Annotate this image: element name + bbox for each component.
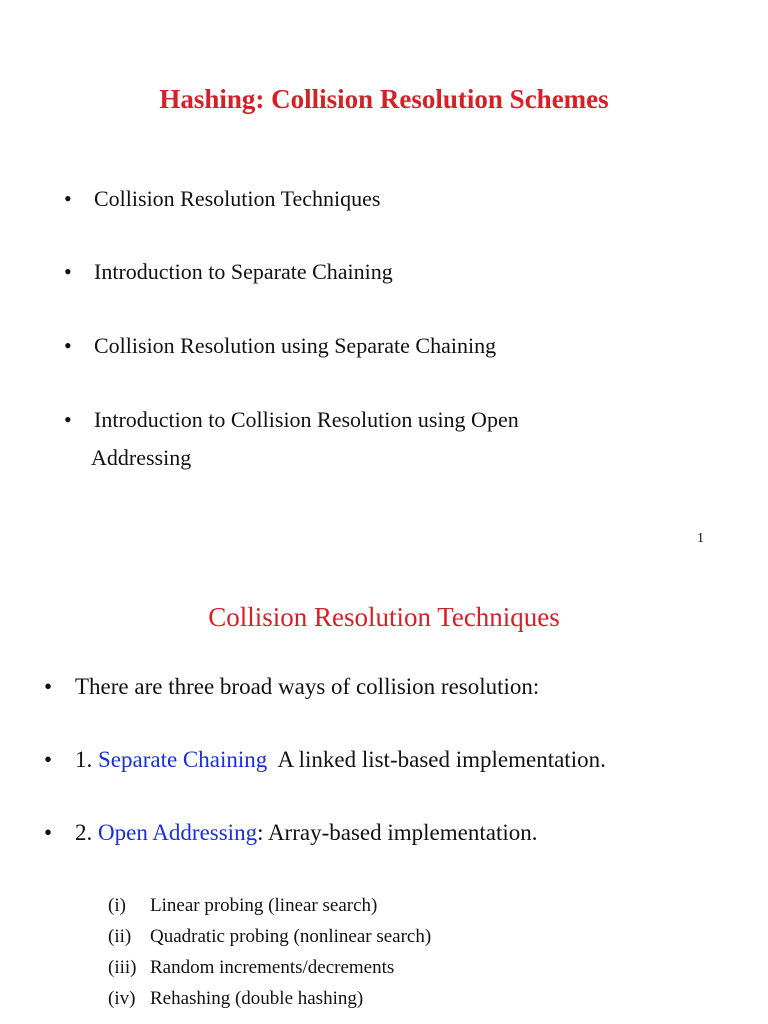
item-number: 2.: [75, 820, 98, 845]
list-item-number: (iv): [108, 988, 136, 1009]
list-item-text: Quadratic probing (nonlinear search): [150, 926, 432, 947]
bullet-text: [75, 745, 606, 775]
term-separate-chaining: Separate Chaining: [98, 747, 268, 772]
list-item-number: (ii): [108, 926, 132, 947]
bullet-text: Collision Resolution using Separate Chaining: [94, 333, 497, 358]
bullet-dot: •: [64, 186, 72, 211]
bullet-dot: •: [64, 333, 72, 358]
term-open-addressing: Open Addressing: [98, 820, 258, 845]
bullet-dot: •: [44, 747, 53, 772]
item-number: 1.: [75, 747, 98, 772]
slide-1-title: Hashing: Collision Resolution Schemes: [159, 84, 609, 114]
bullet-dot: •: [44, 674, 53, 699]
bullet-dot: •: [44, 820, 53, 845]
list-item-text: Random increments/decrements: [150, 957, 395, 978]
bullet-text: Introduction to Collision Resolution using Open: [94, 407, 519, 432]
bullet-text: Addressing: [91, 445, 192, 470]
slide-2-title: Collision Resolution Techniques: [208, 602, 560, 632]
list-item-text: Rehashing (double hashing): [150, 988, 364, 1009]
bullet-dot: •: [64, 407, 72, 432]
slide-2: [0, 560, 768, 1024]
list-item-text: Linear probing (linear search): [150, 895, 378, 916]
bullet-text: There are three broad ways of collision resolution:: [75, 674, 540, 699]
slide-1-bullet-4-continuation: [91, 443, 191, 473]
item-description: : Array-based implementation.: [257, 820, 538, 845]
list-item-number: (iii): [108, 957, 137, 978]
bullet-dot: •: [64, 259, 72, 284]
item-description: A linked list-based implementation.: [267, 747, 606, 772]
bullet-text: Collision Resolution Techniques: [94, 186, 381, 211]
bullet-text: [75, 818, 537, 848]
bullet-text: Introduction to Separate Chaining: [94, 259, 393, 284]
list-item-number: (i): [108, 895, 126, 916]
page-number: 1: [697, 531, 704, 546]
